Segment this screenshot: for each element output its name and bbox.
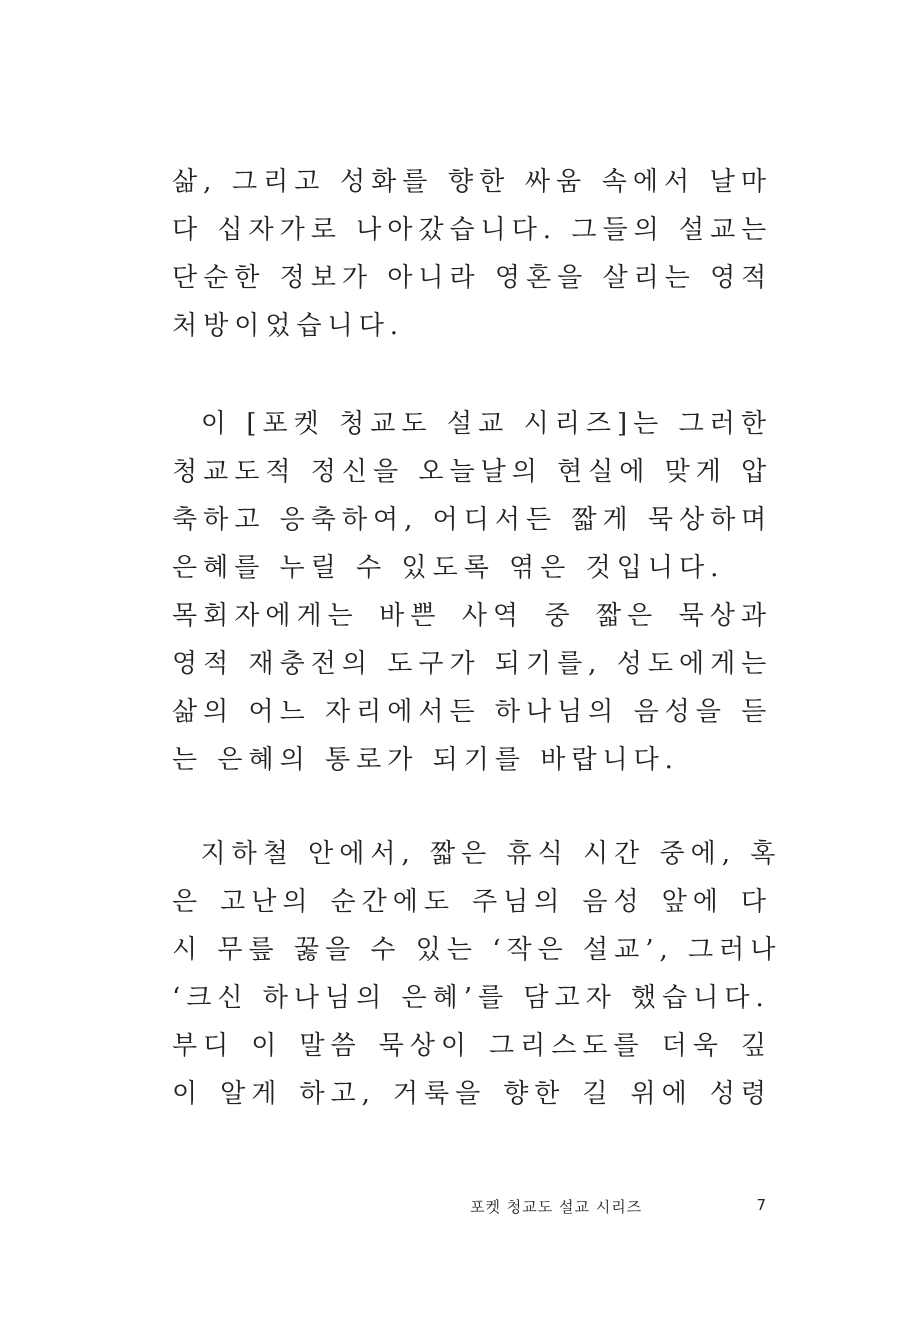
text-line: 부디 이 말씀 묵상이 그리스도를 더욱 깊 <box>172 1031 772 1061</box>
text-line: 축하고 응축하여, 어디서든 짧게 묵상하며 <box>172 505 773 535</box>
text-line: 이 알게 하고, 거룩을 향한 길 위에 성령 <box>172 1079 772 1109</box>
text-line: ‘크신 하나님의 은혜’를 담고자 했습니다. <box>172 983 770 1013</box>
paragraph-3 <box>172 830 782 1118</box>
text-line: 지하철 안에서, 짧은 휴식 시간 중에, 혹 <box>172 839 782 869</box>
text-line: 삶의 어느 자리에서든 하나님의 음성을 듣 <box>172 697 773 727</box>
page-footer <box>470 1196 766 1220</box>
text-line: 은 고난의 순간에도 주님의 음성 앞에 다 <box>172 887 772 917</box>
paragraph-1 <box>172 158 772 350</box>
text-line: 영적 재충전의 도구가 되기를, 성도에게는 <box>172 649 773 679</box>
text-line: 이 [포켓 청교도 설교 시리즈]는 그러한 <box>172 409 772 439</box>
text-line: 처방이었습니다. <box>172 311 405 341</box>
text-line: 다 십자가로 나아갔습니다. 그들의 설교는 <box>172 215 773 245</box>
page-number: 7 <box>756 1196 766 1214</box>
series-title: 포켓 청교도 설교 시리즈 <box>470 1198 643 1216</box>
paragraph-2 <box>172 400 772 784</box>
text-line: 목회자에게는 바쁜 사역 중 짧은 묵상과 <box>172 601 772 631</box>
text-line: 단순한 정보가 아니라 영혼을 살리는 영적 <box>172 263 773 293</box>
text-line: 청교도적 정신을 오늘날의 현실에 맞게 압 <box>172 457 773 487</box>
text-line: 삶, 그리고 성화를 향한 싸움 속에서 날마 <box>172 167 772 197</box>
text-line: 시 무릎 꿇을 수 있는 ‘작은 설교’, 그러나 <box>172 935 782 965</box>
text-line: 는 은혜의 통로가 되기를 바랍니다. <box>172 745 679 775</box>
text-line: 은혜를 누릴 수 있도록 엮은 것입니다. <box>172 553 725 583</box>
